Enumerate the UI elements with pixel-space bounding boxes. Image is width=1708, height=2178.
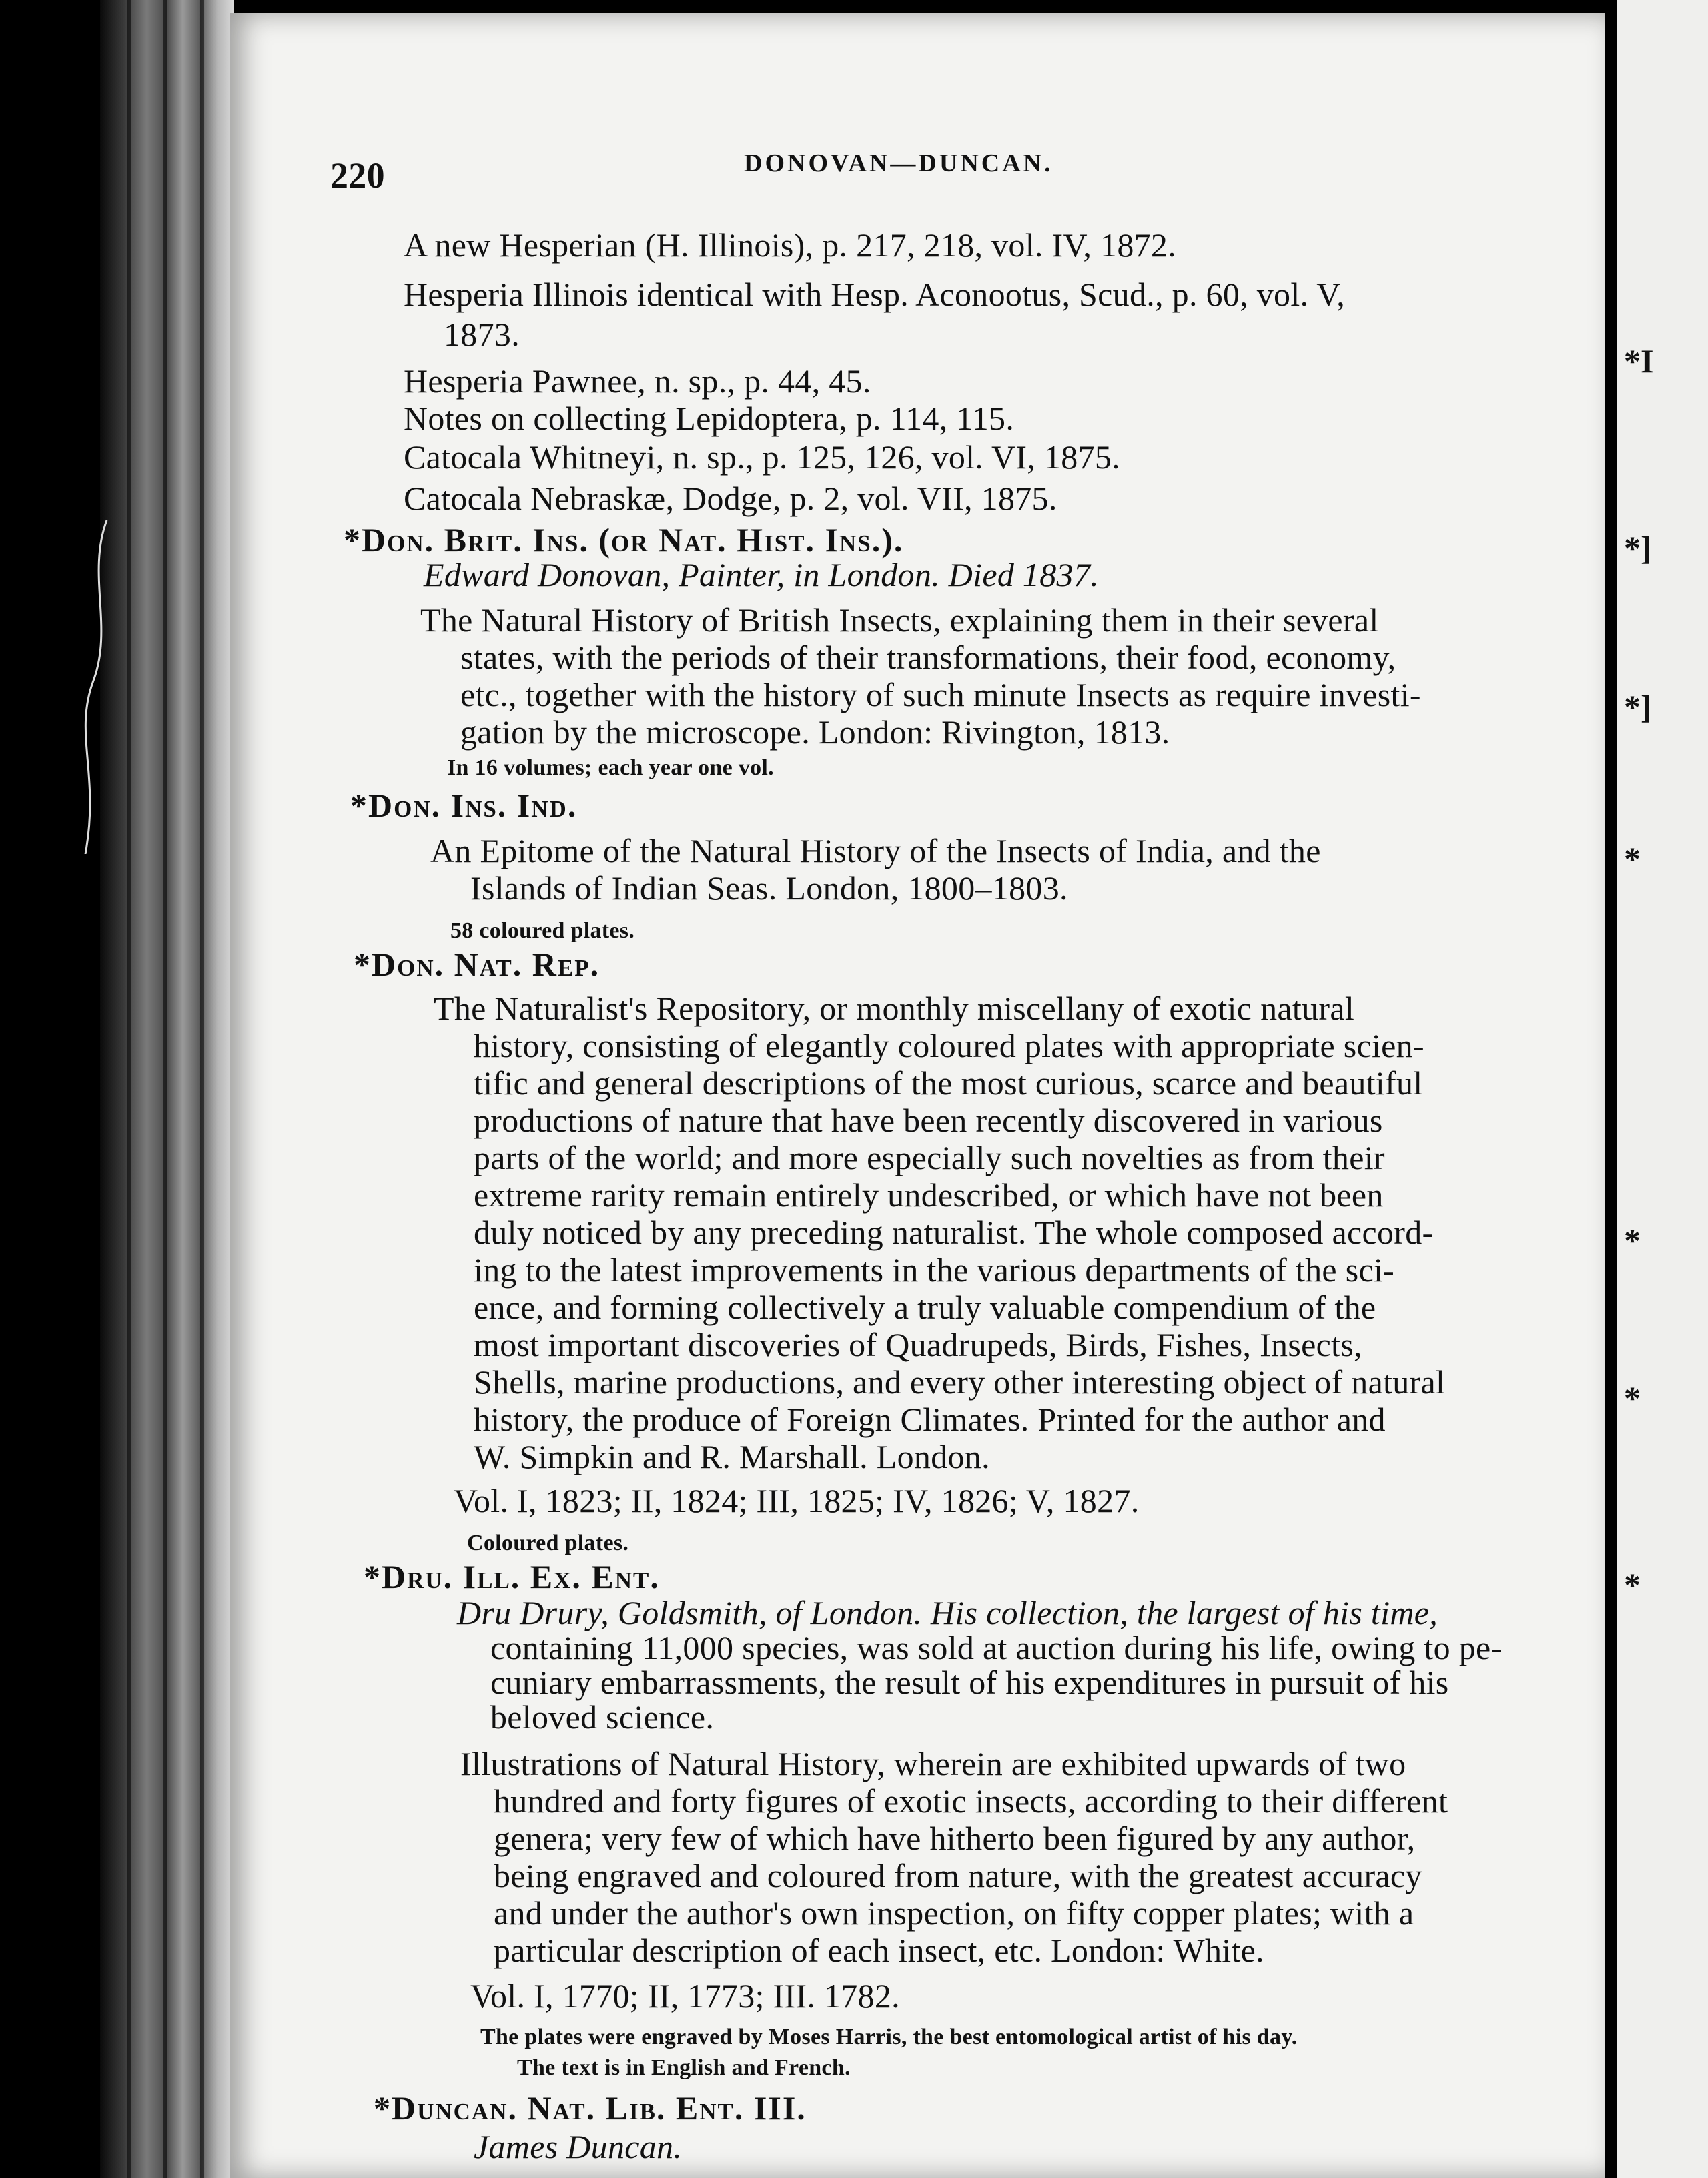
title-line: extreme rarity remain entirely undescribed, or which have not been bbox=[474, 1176, 1384, 1214]
entry-abbreviation: *Don. Ins. Ind. bbox=[350, 787, 578, 824]
entry-line: A new Hesperian (H. Illinois), p. 217, 218, vol. IV, 1872. bbox=[404, 226, 1177, 264]
author-line: Dru Drury, Goldsmith, of London. His collection, the largest of his time, bbox=[457, 1594, 1438, 1631]
entry-note: In 16 volumes; each year one vol. bbox=[447, 755, 774, 780]
author-line: Edward Donovan, Painter, in London. Died 1837. bbox=[424, 556, 1099, 593]
book-page bbox=[230, 13, 1605, 2178]
title-line: etc., together with the history of such minute Insects as require investi- bbox=[460, 676, 1421, 713]
facing-page-mark: * bbox=[1624, 1566, 1641, 1603]
entry-line: Hesperia Pawnee, n. sp., p. 44, 45. bbox=[404, 362, 871, 400]
title-line: being engraved and coloured from nature, with the greatest accuracy bbox=[494, 1857, 1422, 1894]
page-number: 220 bbox=[330, 155, 385, 196]
title-line: gation by the microscope. London: Rivington, 1813. bbox=[460, 713, 1170, 751]
entry-line: Notes on collecting Lepidoptera, p. 114, 115. bbox=[404, 400, 1015, 437]
title-line: Shells, marine productions, and every other interesting object of natural bbox=[474, 1363, 1446, 1401]
title-line: The Naturalist's Repository, or monthly miscellany of exotic natural bbox=[434, 990, 1355, 1027]
title-line: hundred and forty figures of exotic insects, according to their different bbox=[494, 1782, 1448, 1820]
bio-line: cuniary embarrassments, the result of his expenditures in pursuit of his bbox=[490, 1664, 1449, 1701]
title-line: duly noticed by any preceding naturalist. The whole composed accord- bbox=[474, 1214, 1434, 1251]
title-line: Islands of Indian Seas. London, 1800–1803. bbox=[470, 869, 1068, 907]
facing-page-mark: * bbox=[1624, 840, 1641, 877]
entry-abbreviation: *Duncan. Nat. Lib. Ent. III. bbox=[374, 2089, 807, 2127]
entry-note: Coloured plates. bbox=[467, 1531, 629, 1555]
entry-note: The plates were engraved by Moses Harris, the best entomological artist of his day. bbox=[480, 2025, 1298, 2049]
facing-page-mark: *] bbox=[1624, 529, 1652, 567]
title-line: genera; very few of which have hitherto been figured by any author, bbox=[494, 1820, 1416, 1857]
title-line: history, the produce of Foreign Climates. Printed for the author and bbox=[474, 1401, 1386, 1438]
title-line: history, consisting of elegantly coloured plates with appropriate scien- bbox=[474, 1027, 1424, 1064]
running-head: DONOVAN—DUNCAN. bbox=[744, 149, 1053, 177]
spine-stripe bbox=[200, 0, 204, 2178]
title-line: most important discoveries of Quadrupeds, Birds, Fishes, Insects, bbox=[474, 1326, 1362, 1363]
title-line: Illustrations of Natural History, wherein are exhibited upwards of two bbox=[460, 1745, 1406, 1782]
page-content bbox=[230, 13, 1605, 2178]
title-line: An Epitome of the Natural History of the Insects of India, and the bbox=[430, 832, 1321, 869]
title-line: and under the author's own inspection, on fifty copper plates; with a bbox=[494, 1894, 1414, 1932]
book-spine bbox=[100, 0, 234, 2178]
facing-page-edge bbox=[1613, 0, 1708, 2178]
title-line: W. Simpkin and R. Marshall. London. bbox=[474, 1438, 990, 1475]
title-line: ing to the latest improvements in the various departments of the sci- bbox=[474, 1251, 1395, 1289]
author-line: James Duncan. bbox=[474, 2128, 683, 2165]
volumes-line: Vol. I, 1770; II, 1773; III. 1782. bbox=[470, 1977, 900, 2015]
entry-line: Hesperia Illinois identical with Hesp. Aconootus, Scud., p. 60, vol. V, bbox=[404, 276, 1345, 313]
volumes-line: Vol. I, 1823; II, 1824; III, 1825; IV, 1826; V, 1827. bbox=[454, 1482, 1140, 1519]
title-line: The Natural History of British Insects, explaining them in their several bbox=[420, 601, 1379, 639]
facing-page-mark: *I bbox=[1624, 342, 1654, 380]
entry-abbreviation: *Don. Nat. Rep. bbox=[354, 946, 600, 983]
entry-line: Catocala Whitneyi, n. sp., p. 125, 126, vol. VI, 1875. bbox=[404, 438, 1120, 476]
title-line: ence, and forming collectively a truly valuable compendium of the bbox=[474, 1289, 1376, 1326]
entry-abbreviation: *Don. Brit. Ins. (or Nat. Hist. Ins.). bbox=[344, 521, 904, 559]
entry-note: 58 coloured plates. bbox=[450, 918, 635, 943]
entry-line: 1873. bbox=[444, 316, 520, 353]
spine-stripe bbox=[127, 0, 131, 2178]
facing-page-mark: * bbox=[1624, 1222, 1641, 1259]
title-line: tific and general descriptions of the most curious, scarce and beautiful bbox=[474, 1064, 1423, 1102]
entry-line: Catocala Nebraskæ, Dodge, p. 2, vol. VII, 1875. bbox=[404, 480, 1057, 517]
bio-line: beloved science. bbox=[490, 1698, 715, 1736]
thread-mark bbox=[80, 520, 120, 854]
entry-note: The text is in English and French. bbox=[517, 2055, 851, 2080]
title-line: states, with the periods of their transformations, their food, economy, bbox=[460, 639, 1396, 676]
title-line: productions of nature that have been recently discovered in various bbox=[474, 1102, 1383, 1139]
entry-abbreviation: *Dru. Ill. Ex. Ent. bbox=[364, 1558, 660, 1595]
facing-page-mark: * bbox=[1624, 1379, 1641, 1417]
facing-page-mark: *] bbox=[1624, 688, 1652, 725]
title-line: particular description of each insect, etc. London: White. bbox=[494, 1932, 1264, 1969]
title-line: parts of the world; and more especially such novelties as from their bbox=[474, 1139, 1385, 1176]
bio-line: containing 11,000 species, was sold at auction during his life, owing to pe- bbox=[490, 1629, 1503, 1666]
spine-stripe bbox=[163, 0, 167, 2178]
